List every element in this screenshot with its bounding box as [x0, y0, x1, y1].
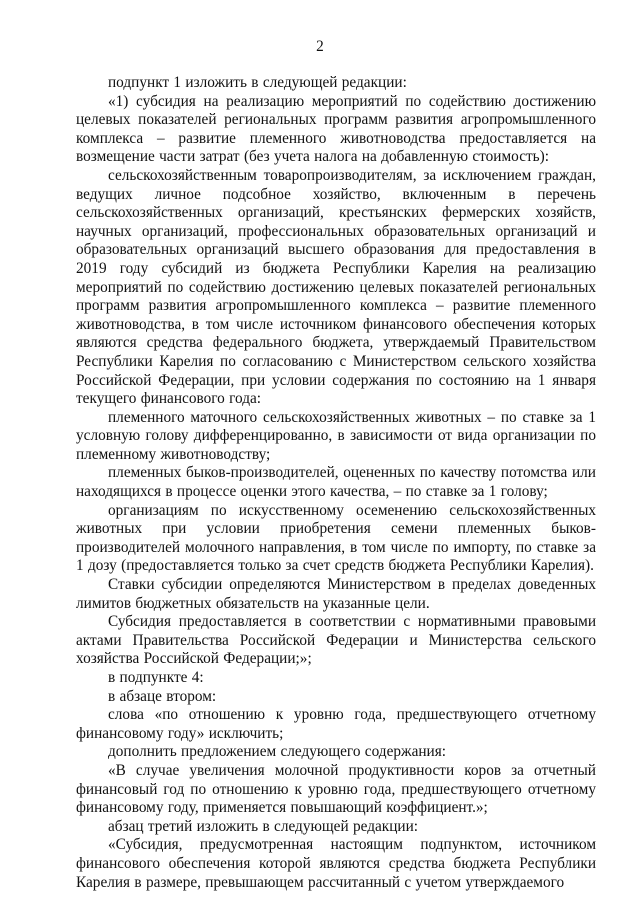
- paragraph: в абзаце втором:: [108, 687, 217, 705]
- paragraph: абзац третий изложить в следующей редакции:: [108, 817, 419, 835]
- paragraph: племенных быков-производителей, оцененных по качеству потомства или находящихся в процессе оценки этого качества, – по ставке за 1 голову;: [76, 464, 596, 501]
- paragraph: организациям по искусственному осеменению сельскохозяйственных животных при условии приобретения семени племенных быков-производителей молочного направления, в том числе по импорту, по ставке за 1 дозу (предоставляется только за счет средств бюджета Республики Карелия).: [76, 501, 596, 575]
- paragraph: Ставки субсидии определяются Министерством в пределах доведенных лимитов бюджетных обязательств на указанные цели.: [76, 576, 596, 612]
- paragraph: «1) субсидия на реализацию мероприятий по содействию достижению целевых показателей региональных программ развития агропромышленного комплекса – развитие племенного животноводства предоставляется на возмещение части затрат (без учета налога на добавленную стоимость):: [76, 92, 596, 166]
- paragraph: «Субсидия, предусмотренная настоящим подпунктом, источником финансового обеспечения которой являются средства бюджета Республики Карелия в размере, превышающем рассчитанный с учетом утверждаемого: [76, 836, 596, 891]
- paragraph: племенного маточного сельскохозяйственных животных – по ставке за 1 условную голову дифференцированно, в зависимости от вида организации по племенному животноводству;: [76, 408, 596, 463]
- paragraph: Субсидия предоставляется в соответствии с нормативными правовыми актами Правительства Российской Федерации и Министерства сельского хозяйства Российской Федерации;»;: [76, 613, 596, 668]
- document-body: [76, 74, 596, 892]
- page-number: 2: [316, 38, 324, 55]
- paragraph: дополнить предложением следующего содержания:: [108, 743, 447, 761]
- paragraph: слова «по отношению к уровню года, предшествующего отчетному финансовому году» исключить;: [76, 706, 596, 742]
- paragraph: в подпункте 4:: [108, 669, 204, 686]
- paragraph: «В случае увеличения молочной продуктивности коров за отчетный финансовый год по отношению к уровню года, предшествующего отчетному финансовому году, применяется повышающий коэффициент.»;: [76, 761, 596, 817]
- paragraph: сельскохозяйственным товаропроизводителям, за исключением граждан, ведущих личное подсобное хозяйство, включенным в перечень сельскохозяйственных организаций, крестьянских фермерских хозяйств, научных организаций, профессиональных образовательных организаций и образовательных организаций высшего образования для предоставления в 2019 году субсидий из бюджета Республики Карелия на реализацию мероприятий по содействию достижению целевых показателей региональных программ развития агропромышленного комплекса – развитие племенного животноводства, в том числе источником финансового обеспечения которых являются средства федерального бюджета, утверждаемый Правительством Республики Карелия по согласованию с Министерством сельского хозяйства Российской Федерации, при условии содержания по состоянию на 1 января текущего финансового года:: [76, 166, 596, 408]
- paragraph: подпункт 1 изложить в следующей редакции:: [108, 74, 407, 91]
